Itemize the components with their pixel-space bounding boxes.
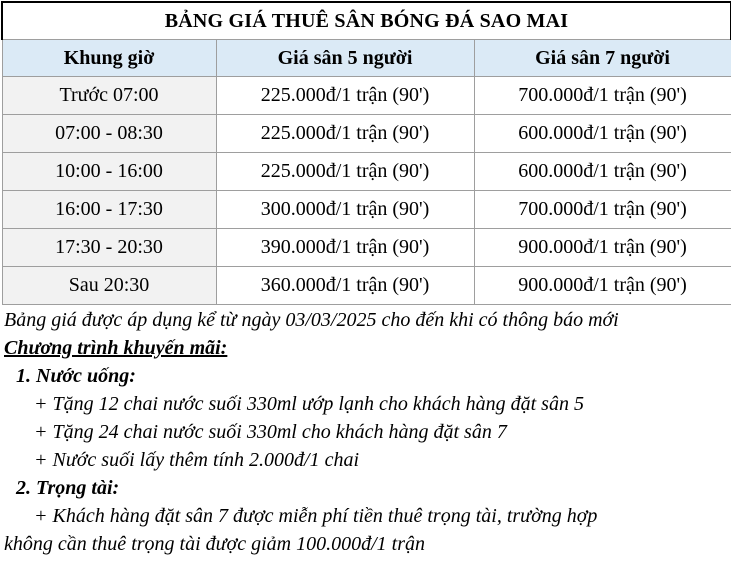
- price-7-cell: 600.000đ/1 trận (90'): [474, 115, 731, 153]
- table-row: [2, 267, 731, 305]
- header-price-5: Giá sân 5 người: [216, 40, 474, 77]
- table-row: [2, 229, 731, 267]
- water-item: + Nước suối lấy thêm tính 2.000đ/1 chai: [34, 449, 360, 471]
- time-slot-cell: Trước 07:00: [2, 77, 216, 115]
- time-slot-cell: 16:00 - 17:30: [2, 191, 216, 229]
- price-7-cell: 700.000đ/1 trận (90'): [474, 191, 731, 229]
- promo-title: Chương trình khuyến mãi:: [4, 337, 228, 359]
- price-5-cell: 225.000đ/1 trận (90'): [216, 77, 474, 115]
- table-title: BẢNG GIÁ THUÊ SÂN BÓNG ĐÁ SAO MAI: [2, 2, 731, 40]
- referee-item-line1: + Khách hàng đặt sân 7 được miễn phí tiền thuê trọng tài, trường hợp: [34, 505, 598, 527]
- price-7-cell: 700.000đ/1 trận (90'): [474, 77, 731, 115]
- table-row: [2, 153, 731, 191]
- time-slot-cell: 17:30 - 20:30: [2, 229, 216, 267]
- table-row: [2, 77, 731, 115]
- referee-item-line2: không cần thuê trọng tài được giảm 100.000đ/1 trận: [4, 533, 425, 555]
- price-5-cell: 225.000đ/1 trận (90'): [216, 115, 474, 153]
- table-row: [2, 191, 731, 229]
- price-table: [1, 1, 731, 305]
- notes-section: [4, 306, 729, 558]
- time-slot-cell: 10:00 - 16:00: [2, 153, 216, 191]
- table-header-row: [2, 40, 731, 77]
- price-7-cell: 900.000đ/1 trận (90'): [474, 267, 731, 305]
- table-row: [2, 115, 731, 153]
- price-5-cell: 390.000đ/1 trận (90'): [216, 229, 474, 267]
- time-slot-cell: 07:00 - 08:30: [2, 115, 216, 153]
- price-5-cell: 225.000đ/1 trận (90'): [216, 153, 474, 191]
- referee-section-title: 2. Trọng tài:: [16, 477, 120, 499]
- header-price-7: Giá sân 7 người: [474, 40, 731, 77]
- header-time-slot: Khung giờ: [2, 40, 216, 77]
- water-item: + Tặng 24 chai nước suối 330ml cho khách hàng đặt sân 7: [34, 421, 507, 443]
- water-section-title: 1. Nước uống:: [16, 365, 136, 387]
- price-7-cell: 900.000đ/1 trận (90'): [474, 229, 731, 267]
- price-5-cell: 360.000đ/1 trận (90'): [216, 267, 474, 305]
- water-item: + Tặng 12 chai nước suối 330ml ướp lạnh cho khách hàng đặt sân 5: [34, 393, 584, 415]
- effective-date-note: Bảng giá được áp dụng kể từ ngày 03/03/2025 cho đến khi có thông báo mới: [4, 309, 619, 331]
- price-5-cell: 300.000đ/1 trận (90'): [216, 191, 474, 229]
- price-7-cell: 600.000đ/1 trận (90'): [474, 153, 731, 191]
- time-slot-cell: Sau 20:30: [2, 267, 216, 305]
